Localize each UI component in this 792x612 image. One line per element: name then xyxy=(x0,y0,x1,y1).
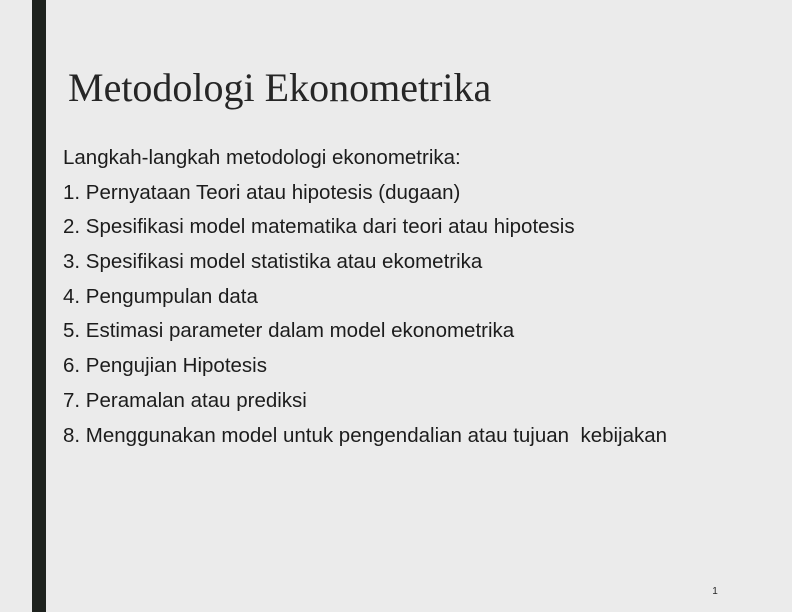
step-item: 3. Spesifikasi model statistika atau ekometrika xyxy=(63,250,483,274)
step-item: 6. Pengujian Hipotesis xyxy=(63,354,267,378)
step-item: 2. Spesifikasi model matematika dari teori atau hipotesis xyxy=(63,215,575,239)
page-number: 1 xyxy=(712,586,718,597)
step-item: 7. Peramalan atau prediksi xyxy=(63,388,307,412)
step-item: 4. Pengumpulan data xyxy=(63,284,258,308)
accent-bar xyxy=(32,0,46,612)
step-item: 1. Pernyataan Teori atau hipotesis (dugaan) xyxy=(63,180,461,204)
slide-body xyxy=(63,141,783,453)
intro-text: Langkah-langkah metodologi ekonometrika: xyxy=(63,146,461,169)
slide-title: Metodologi Ekonometrika xyxy=(68,65,492,110)
step-item: 8. Menggunakan model untuk pengendalian atau tujuan kebijakan xyxy=(63,423,668,447)
step-item: 5. Estimasi parameter dalam model ekonometrika xyxy=(63,319,515,343)
